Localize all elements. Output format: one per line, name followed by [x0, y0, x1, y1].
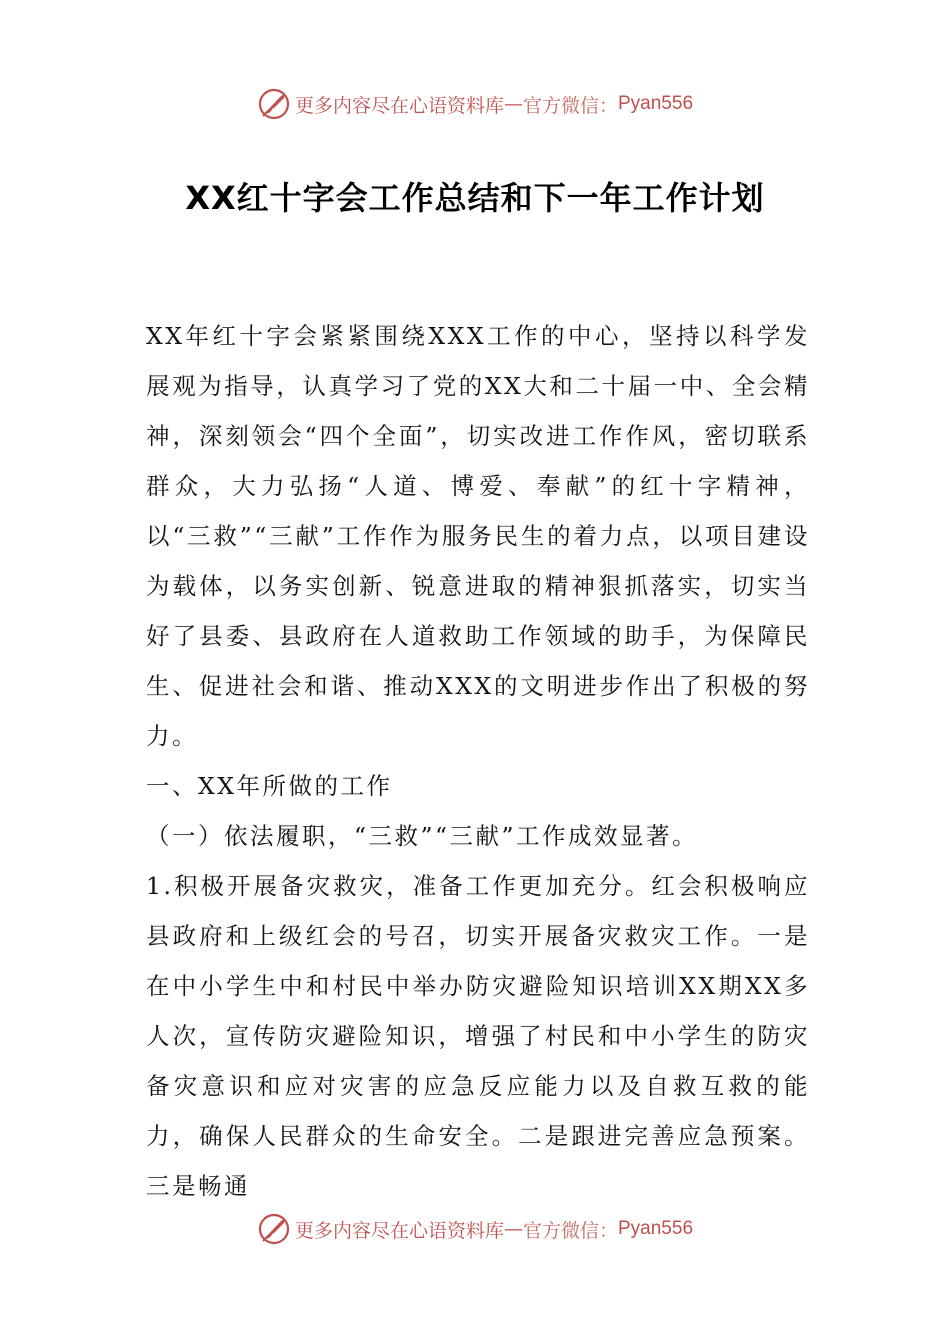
document-body — [146, 311, 810, 1211]
subsection-heading: （一）依法履职，“三救”“三献”工作成效显著。 — [146, 822, 699, 850]
footer-brand-text: 更多内容尽在心语资料库 — [294, 1219, 504, 1242]
quill-pen-logo-icon — [257, 87, 291, 121]
header-banner — [0, 84, 950, 124]
body-paragraph: 1.积极开展备灾救灾，准备工作更加充分。红会积极响应县政府和上级红会的号召，切实开展备灾救灾工作。一是在中小学生中和村民中举办防灾避险知识培训XX期XX多人次，宣传防灾避险知识，增强了村民和中小学生的防灾备灾意识和应对灾害的应急反应能力以及自救互救的能力，确保人民群众的生命安全。二是跟进完善应急预案。三是畅通 — [146, 872, 810, 1200]
footer-wechat-id: Pyan556 — [618, 1218, 694, 1239]
quill-pen-logo-icon — [257, 1212, 291, 1246]
section-heading: 一、XX年所做的工作 — [146, 772, 393, 800]
header-separator: — — [503, 93, 523, 115]
footer-official-label: 官方微信： — [522, 1219, 618, 1242]
header-official-label: 官方微信： — [522, 94, 618, 117]
footer-banner — [0, 1209, 950, 1249]
footer-separator: — — [503, 1218, 523, 1240]
document-title: XX红十字会工作总结和下一年工作计划 — [185, 179, 765, 217]
header-brand-text: 更多内容尽在心语资料库 — [294, 94, 504, 117]
header-wechat-id: Pyan556 — [618, 93, 694, 114]
intro-paragraph: XX年红十字会紧紧围绕XXX工作的中心，坚持以科学发展观为指导，认真学习了党的XX大和二十届一中、全会精神，深刻领会“四个全面”，切实改进工作作风，密切联系群众，大力弘扬“人道、博爱、奉献”的红十字精神，以“三救”“三献”工作作为服务民生的着力点，以项目建设为载体，以务实创新、锐意进取的精神狠抓落实，切实当好了县委、县政府在人道救助工作领域的助手，为保障民生、促进社会和谐、推动XXX的文明进步作出了积极的努力。 — [146, 322, 810, 750]
